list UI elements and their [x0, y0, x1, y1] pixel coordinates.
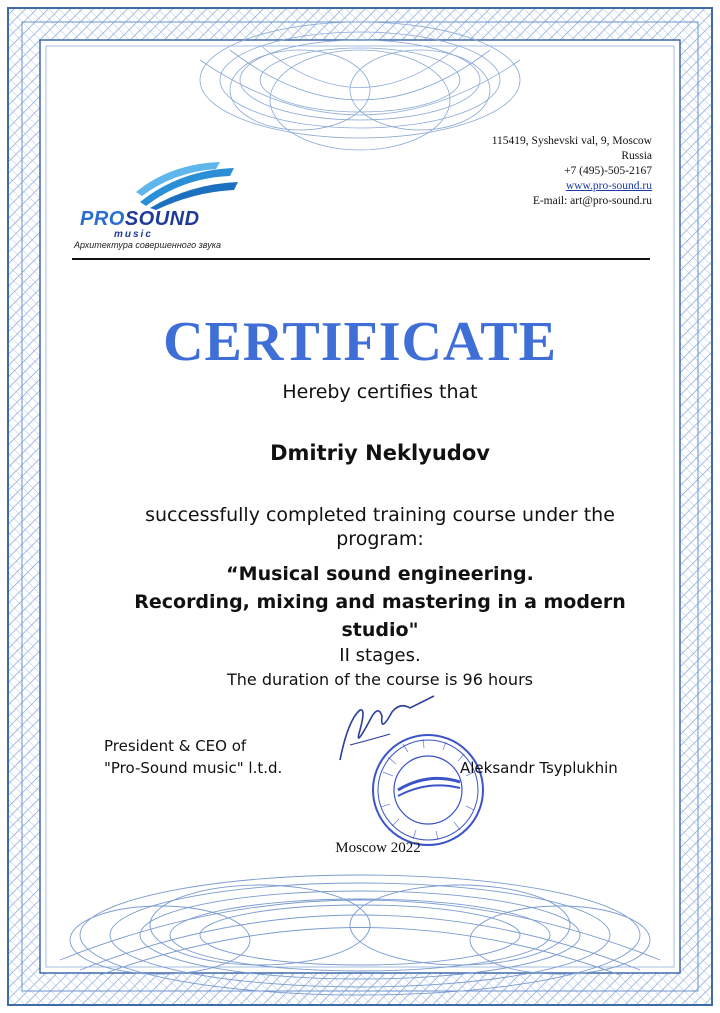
phone: +7 (495)-505-2167 [564, 165, 652, 177]
country: Russia [621, 150, 652, 162]
contact-block [392, 134, 652, 209]
address: 115419, Syshevski val, 9, Moscow [491, 135, 652, 147]
program-name: “Musical sound engineering. Recording, mixing and mastering in a modern studio" [134, 563, 626, 641]
email: E-mail: art@pro-sound.ru [532, 195, 652, 207]
logo-tagline: Архитектура совершенного звука [74, 240, 221, 250]
stages-text: II stages. [339, 645, 421, 666]
signatory-role: President & CEO of "Pro-Sound music" l.t.d. [104, 737, 283, 777]
certificate-title: CERTIFICATE [163, 311, 557, 373]
handwritten-signature [330, 690, 440, 770]
logo-subword: music [114, 229, 153, 240]
prosound-logo [74, 162, 254, 254]
completion-text: successfully completed training course under the program: [145, 504, 615, 550]
city-year: Moscow 2022 [335, 840, 421, 856]
logo-waves-icon [130, 162, 240, 210]
header-divider [72, 258, 650, 260]
duration-text: The duration of the course is 96 hours [227, 670, 533, 689]
certifies-text: Hereby certifies that [282, 381, 478, 403]
signatory-name: Aleksandr Tsyplukhin [460, 759, 618, 777]
recipient-name: Dmitriy Neklyudov [270, 441, 490, 465]
website-link[interactable]: www.pro-sound.ru [565, 180, 652, 192]
logo-wordmark: PROSOUND [80, 208, 200, 230]
